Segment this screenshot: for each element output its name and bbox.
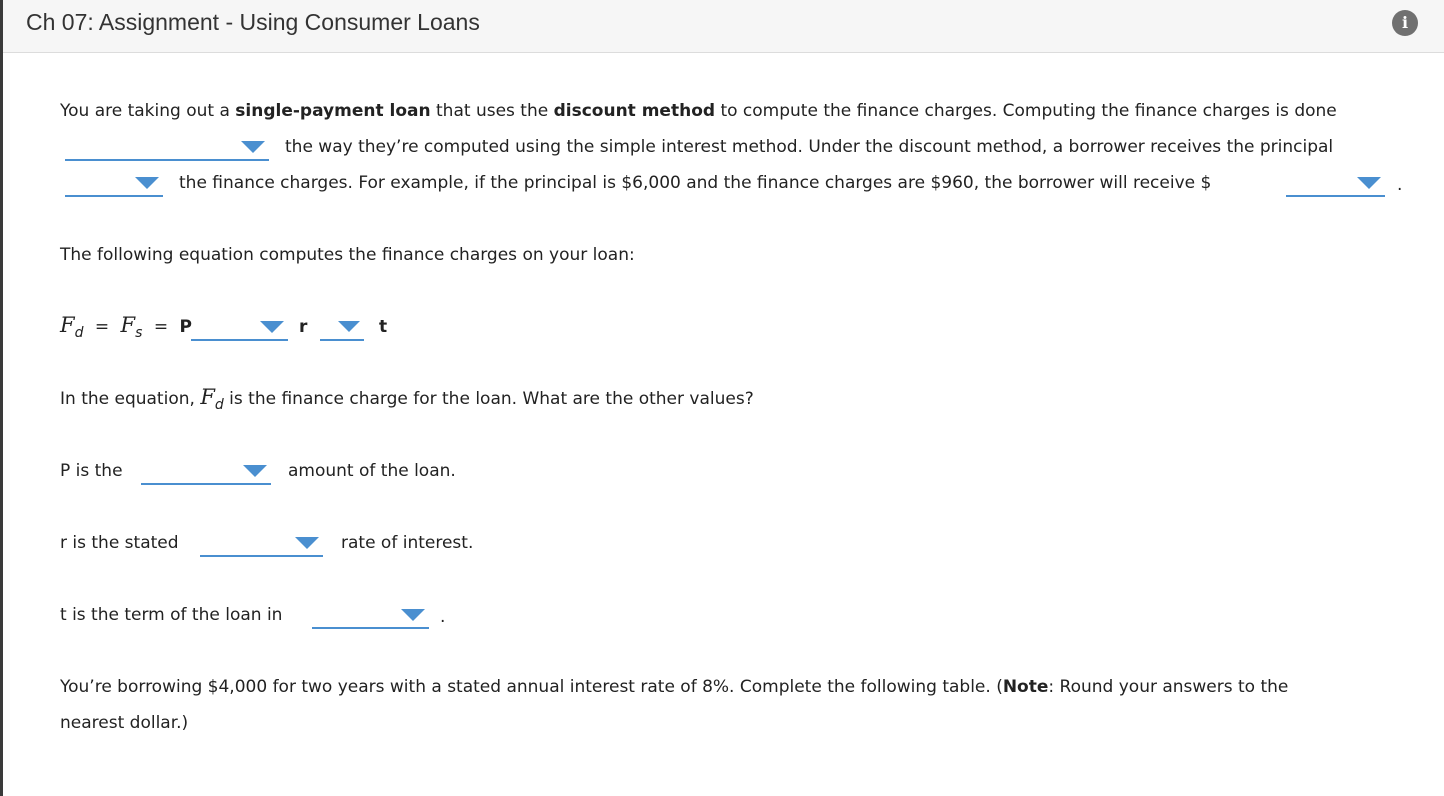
- principal-type-dropdown[interactable]: [141, 459, 271, 485]
- p-label: P is the: [60, 461, 123, 481]
- t-label: t is the term of the loan in: [60, 605, 283, 625]
- page-header: [3, 0, 1444, 53]
- r-label: r is the stated: [60, 533, 179, 553]
- values-question: In the equation, $F_d$ is the finance charge for the loan. What are the other values?: [60, 385, 754, 413]
- chevron-down-icon: [401, 609, 425, 621]
- operator-dropdown-2[interactable]: [320, 315, 364, 341]
- chevron-down-icon: [260, 321, 284, 333]
- chevron-down-icon: [338, 321, 360, 332]
- final-line1: You’re borrowing $4,000 for two years with a stated annual interest rate of 8%. Complete the following table. (Note: Round your answers to the: [60, 677, 1289, 697]
- t-after: .: [440, 607, 446, 627]
- para1-period: .: [1397, 175, 1403, 195]
- final-line2: nearest dollar.): [60, 713, 189, 733]
- rate-type-dropdown[interactable]: [200, 531, 323, 557]
- equation-lhs: $F_d = F_s = P$: [60, 313, 192, 341]
- left-edge-bar: [0, 0, 3, 796]
- chevron-down-icon: [1357, 177, 1381, 189]
- para1-line1: You are taking out a single-payment loan that uses the discount method to compute the finance charges. Computing the finance charges is done: [60, 101, 1337, 121]
- borrower-receives-dropdown[interactable]: [1286, 171, 1385, 197]
- operator-dropdown-1[interactable]: [191, 315, 288, 341]
- equation-intro: The following equation computes the finance charges on your loan:: [60, 245, 635, 265]
- info-icon[interactable]: i: [1392, 10, 1418, 36]
- para1-line2: the way they’re computed using the simple interest method. Under the discount method, a borrower receives the principal: [285, 137, 1334, 157]
- comparison-dropdown[interactable]: [65, 135, 269, 161]
- principal-timing-dropdown[interactable]: [65, 171, 163, 197]
- para1-line3: the finance charges. For example, if the principal is $6,000 and the finance charges are $960, the borrower will receive $: [179, 173, 1212, 193]
- equation-t: t: [379, 317, 388, 337]
- chevron-down-icon: [241, 141, 265, 153]
- p-after: amount of the loan.: [288, 461, 456, 481]
- page-title: Ch 07: Assignment - Using Consumer Loans: [26, 9, 480, 35]
- r-after: rate of interest.: [341, 533, 474, 553]
- equation-r: r: [299, 317, 308, 337]
- chevron-down-icon: [295, 537, 319, 549]
- term-unit-dropdown[interactable]: [312, 603, 429, 629]
- chevron-down-icon: [135, 177, 159, 189]
- chevron-down-icon: [243, 465, 267, 477]
